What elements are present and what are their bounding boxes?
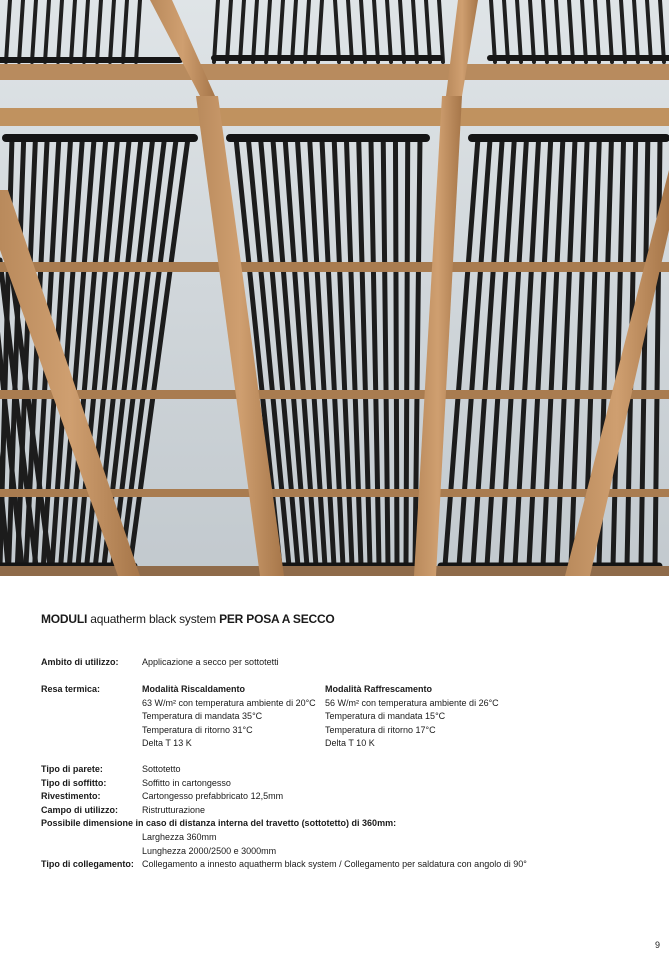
title-part-product: aquatherm black system — [87, 612, 220, 626]
spec-row — [41, 763, 103, 777]
spec-value: Cartongesso prefabbricato 12,5mm — [142, 791, 284, 802]
spec-label: Campo di utilizzo: — [41, 804, 118, 815]
spec-value: Sottotetto — [142, 764, 181, 774]
heating-line: Temperatura di mandata 35°C — [142, 711, 263, 722]
collegamento-value: Collegamento a innesto aquatherm black system / Collegamento per saldatura con angolo di 90° — [142, 859, 527, 870]
collegamento-label: Tipo di collegamento: — [41, 859, 134, 870]
ambito-value: Applicazione a secco per sottotetti — [142, 657, 279, 667]
cooling-line: 56 W/m² con temperatura ambiente di 26°C — [325, 697, 499, 708]
title-part-moduli: MODULI — [41, 612, 88, 626]
resa-label: Resa termica: — [41, 684, 101, 694]
ambito-label: Ambito di utilizzo: — [41, 657, 119, 667]
heating-line: 63 W/m² con temperatura ambiente di 20°C — [142, 697, 316, 708]
cooling-line: Delta T 10 K — [325, 738, 375, 749]
spec-label: Tipo di soffitto: — [41, 777, 107, 788]
dimensions-label: Possibile dimensione in caso di distanza interna del travetto (sottotetto) di 360mm: — [41, 818, 397, 829]
section-title — [41, 612, 335, 626]
dimension-line: Lunghezza 2000/2500 e 3000mm — [142, 845, 277, 856]
spec-label: Tipo di parete: — [41, 764, 103, 774]
spec-label: Rivestimento: — [41, 791, 101, 802]
spec-value: Ristrutturazione — [142, 804, 206, 815]
page-number: 9 — [654, 940, 660, 950]
cooling-line: Temperatura di ritorno 17°C — [325, 724, 436, 735]
title-part-posa: PER POSA A SECCO — [219, 612, 335, 626]
heating-title: Modalità Riscaldamento — [142, 684, 246, 694]
heating-column — [142, 683, 316, 751]
specs-block — [41, 763, 641, 903]
spec-value: Soffitto in cartongesso — [142, 777, 231, 788]
cooling-line: Temperatura di mandata 15°C — [325, 711, 446, 722]
dimension-line: Larghezza 360mm — [142, 832, 217, 842]
cooling-column — [325, 683, 499, 751]
heating-line: Temperatura di ritorno 31°C — [142, 724, 253, 735]
cooling-title: Modalità Raffrescamento — [325, 684, 433, 694]
heating-line: Delta T 13 K — [142, 738, 192, 749]
